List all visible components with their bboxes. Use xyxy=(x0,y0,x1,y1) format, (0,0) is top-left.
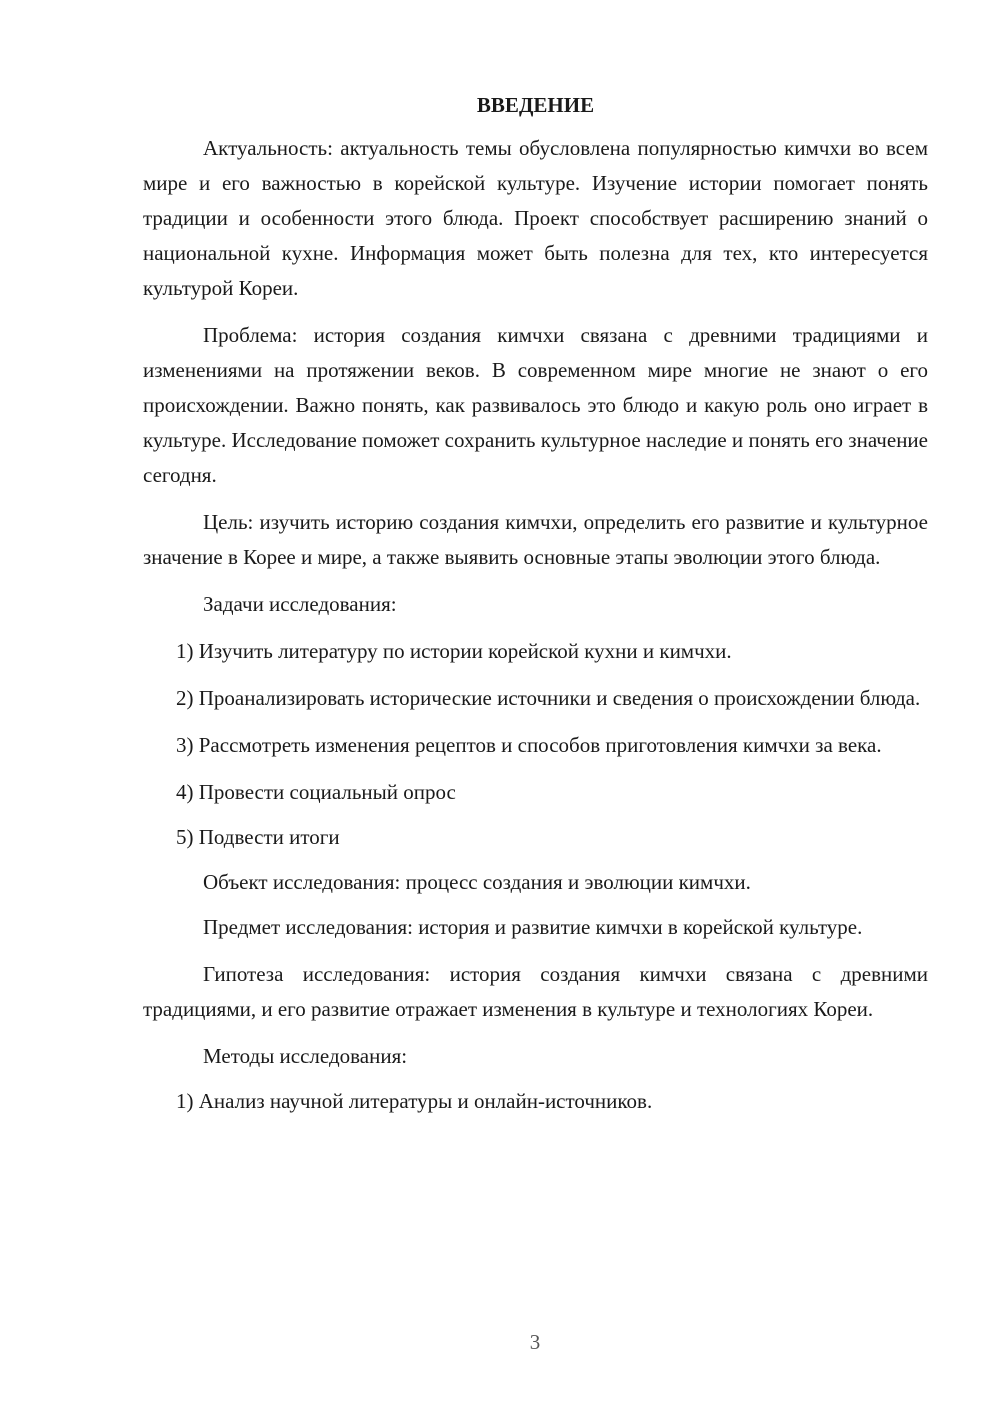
goal-paragraph: Цель: изучить историю создания кимчхи, определить его развитие и культурное значение в Корее и мире, а также выявить основные этапы эволюции этого блюда. xyxy=(143,510,928,569)
relevance-paragraph: Актуальность: актуальность темы обусловлена популярностью кимчхи во всем мире и его важностью в корейской культуре. Изучение истории помогает понять традиции и особенности этого блюда. Проект способствует расширению знаний о национальной кухне. Информация может быть полезна для тех, кто интересуется культурой Кореи. xyxy=(143,136,928,300)
hypothesis-paragraph: Гипотеза исследования: история создания кимчхи связана с древними традициями, и его развитие отражает изменения в культуре и технологиях Кореи. xyxy=(143,962,928,1021)
methods-heading: Методы исследования: xyxy=(203,1044,408,1068)
tasks-heading: Задачи исследования: xyxy=(203,592,397,616)
subject-paragraph: Предмет исследования: история и развитие кимчхи в корейской культуре. xyxy=(203,915,863,939)
task-item-5: 5) Подвести итоги xyxy=(176,825,340,849)
task-item-4: 4) Провести социальный опрос xyxy=(176,780,456,804)
method-item-1: 1) Анализ научной литературы и онлайн-источников. xyxy=(176,1089,653,1113)
task-item-1: 1) Изучить литературу по истории корейской кухни и кимчхи. xyxy=(176,639,732,663)
object-paragraph: Объект исследования: процесс создания и эволюции кимчхи. xyxy=(203,870,751,894)
task-item-3: 3) Рассмотреть изменения рецептов и способов приготовления кимчхи за века. xyxy=(176,733,882,757)
document-page xyxy=(143,88,928,1129)
page-number: 3 xyxy=(529,1330,541,1354)
task-item-2: 2) Проанализировать исторические источники и сведения о происхождении блюда. xyxy=(176,686,921,710)
section-title: ВВЕДЕНИЕ xyxy=(476,93,595,117)
problem-paragraph: Проблема: история создания кимчхи связана с древними традициями и изменениями на протяжении веков. В современном мире многие не знают о его происхождении. Важно понять, как развивалось это блюдо и какую роль оно играет в культуре. Исследование поможет сохранить культурное наследие и понять его значение сегодня. xyxy=(143,323,928,487)
